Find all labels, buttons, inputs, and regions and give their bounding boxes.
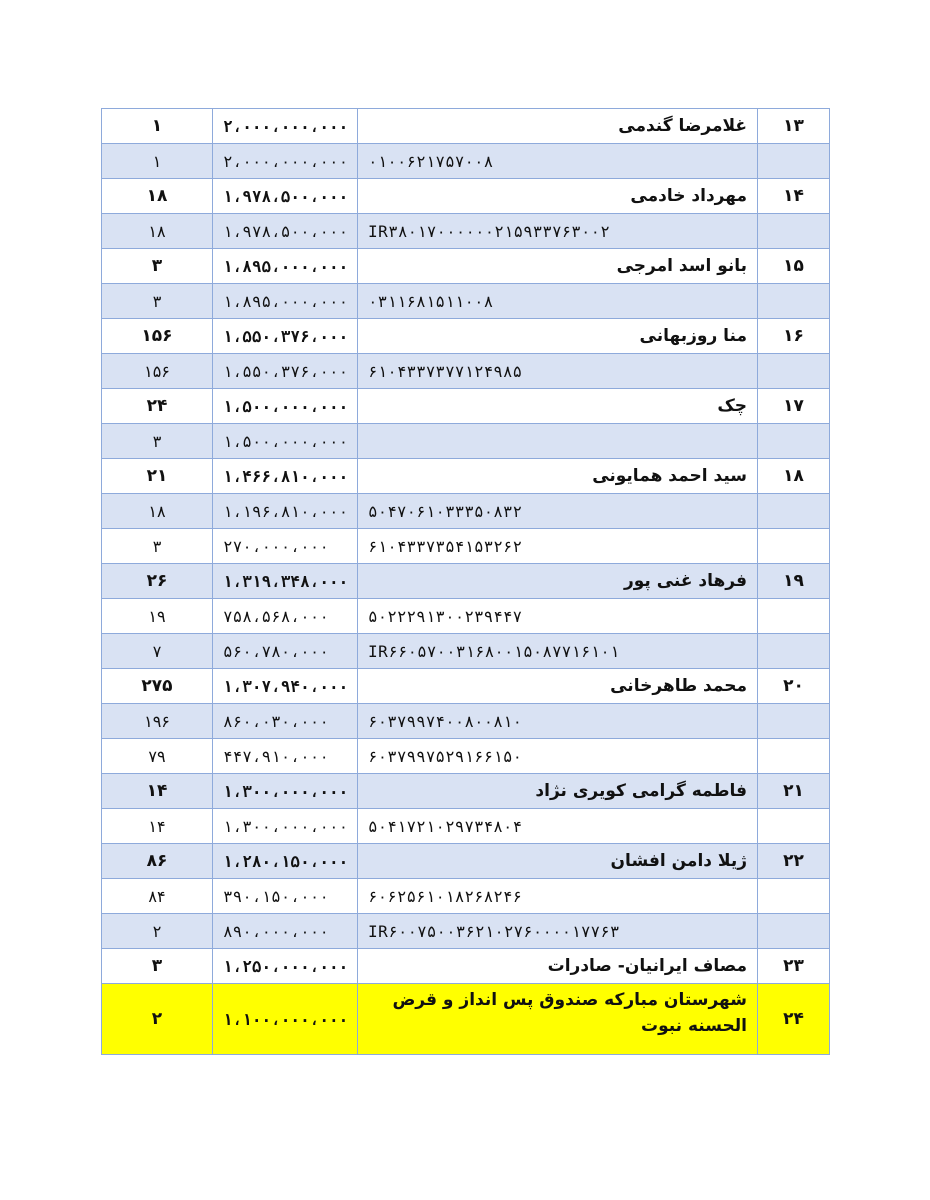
account-row	[102, 494, 830, 529]
row-number-empty	[758, 809, 830, 844]
record-row	[102, 179, 830, 214]
row-number-empty	[758, 879, 830, 914]
row-number: ۱۶	[758, 319, 830, 354]
account-row	[102, 144, 830, 179]
payee-name: چک	[358, 389, 758, 424]
record-row	[102, 319, 830, 354]
transaction-count: ۳	[102, 949, 213, 984]
account-row	[102, 809, 830, 844]
transaction-count: ۲۷۵	[102, 669, 213, 704]
account-row	[102, 284, 830, 319]
account-number: IR۶۶۰۵۷۰۰۳۱۶۸۰۰۱۵۰۸۷۷۱۶۱۰۱	[358, 634, 758, 669]
row-number-empty	[758, 354, 830, 389]
account-row	[102, 424, 830, 459]
row-number-empty	[758, 529, 830, 564]
account-row	[102, 879, 830, 914]
row-number-empty	[758, 739, 830, 774]
payee-name: غلامرضا گندمی	[358, 109, 758, 144]
amount: ۱،۵۰۰،۰۰۰،۰۰۰	[213, 424, 358, 459]
transaction-count: ۱۸	[102, 179, 213, 214]
amount: ۳۹۰،۱۵۰،۰۰۰	[213, 879, 358, 914]
account-number: ۵۰۲۲۲۹۱۳۰۰۲۳۹۴۴۷	[358, 599, 758, 634]
amount: ۸۶۰،۰۳۰،۰۰۰	[213, 704, 358, 739]
amount: ۱،۳۰۷،۹۴۰،۰۰۰	[213, 669, 358, 704]
payee-name: محمد طاهرخانی	[358, 669, 758, 704]
account-row	[102, 739, 830, 774]
row-number: ۲۲	[758, 844, 830, 879]
record-row	[102, 249, 830, 284]
amount: ۱،۳۰۰،۰۰۰،۰۰۰	[213, 774, 358, 809]
account-row	[102, 914, 830, 949]
transaction-count: ۱۹	[102, 599, 213, 634]
payments-table	[101, 108, 830, 1055]
transaction-count: ۳	[102, 424, 213, 459]
transaction-count: ۱	[102, 144, 213, 179]
amount: ۸۹۰،۰۰۰،۰۰۰	[213, 914, 358, 949]
account-number: ۶۱۰۴۳۳۷۳۷۷۱۲۴۹۸۵	[358, 354, 758, 389]
account-number: ۶۰۶۲۵۶۱۰۱۸۲۶۸۲۴۶	[358, 879, 758, 914]
account-row	[102, 704, 830, 739]
account-number: ۰۱۰۰۶۲۱۷۵۷۰۰۸	[358, 144, 758, 179]
amount: ۴۴۷،۹۱۰،۰۰۰	[213, 739, 358, 774]
transaction-count: ۳	[102, 284, 213, 319]
transaction-count: ۳	[102, 529, 213, 564]
account-number	[358, 424, 758, 459]
account-number: ۶۰۳۷۹۹۷۴۰۰۸۰۰۸۱۰	[358, 704, 758, 739]
row-number: ۲۴	[758, 984, 830, 1055]
row-number-empty	[758, 634, 830, 669]
account-row	[102, 599, 830, 634]
transaction-count: ۲۱	[102, 459, 213, 494]
transaction-count: ۱۸	[102, 494, 213, 529]
account-number: IR۳۸۰۱۷۰۰۰۰۰۰۲۱۵۹۳۳۷۶۳۰۰۲	[358, 214, 758, 249]
transaction-count: ۸۶	[102, 844, 213, 879]
transaction-count: ۲۴	[102, 389, 213, 424]
account-number: ۶۰۳۷۹۹۷۵۲۹۱۶۶۱۵۰	[358, 739, 758, 774]
record-row	[102, 844, 830, 879]
transaction-count: ۱۸	[102, 214, 213, 249]
account-number: ۵۰۴۷۰۶۱۰۳۳۳۵۰۸۳۲	[358, 494, 758, 529]
transaction-count: ۲	[102, 914, 213, 949]
account-row	[102, 529, 830, 564]
transaction-count: ۱۴	[102, 774, 213, 809]
row-number-empty	[758, 214, 830, 249]
amount: ۱،۸۹۵،۰۰۰،۰۰۰	[213, 249, 358, 284]
payee-name: منا روزبهانی	[358, 319, 758, 354]
amount: ۱،۲۵۰،۰۰۰،۰۰۰	[213, 949, 358, 984]
amount: ۱،۳۱۹،۳۴۸،۰۰۰	[213, 564, 358, 599]
account-row	[102, 634, 830, 669]
transaction-count: ۲	[102, 984, 213, 1055]
amount: ۱،۵۵۰،۳۷۶،۰۰۰	[213, 319, 358, 354]
payee-name: فرهاد غنی پور	[358, 564, 758, 599]
row-number-empty	[758, 144, 830, 179]
payee-name: بانو اسد امرجی	[358, 249, 758, 284]
amount: ۱،۴۶۶،۸۱۰،۰۰۰	[213, 459, 358, 494]
row-number: ۲۱	[758, 774, 830, 809]
row-number: ۱۵	[758, 249, 830, 284]
account-row	[102, 214, 830, 249]
payee-name: شهرستان مبارکه صندوق پس انداز و قرض الحسنه نبوت	[358, 984, 758, 1055]
payee-name: فاطمه گرامی کویری نژاد	[358, 774, 758, 809]
row-number-empty	[758, 704, 830, 739]
transaction-count: ۱۴	[102, 809, 213, 844]
transaction-count: ۱۹۶	[102, 704, 213, 739]
row-number: ۱۴	[758, 179, 830, 214]
row-number: ۱۷	[758, 389, 830, 424]
transaction-count: ۷	[102, 634, 213, 669]
payee-name: سید احمد همایونی	[358, 459, 758, 494]
amount: ۲۷۰،۰۰۰،۰۰۰	[213, 529, 358, 564]
account-number: IR۶۰۰۷۵۰۰۳۶۲۱۰۲۷۶۰۰۰۰۱۷۷۶۳	[358, 914, 758, 949]
row-number: ۱۳	[758, 109, 830, 144]
row-number-empty	[758, 284, 830, 319]
record-row	[102, 949, 830, 984]
amount: ۱،۳۰۰،۰۰۰،۰۰۰	[213, 809, 358, 844]
record-row	[102, 389, 830, 424]
account-number: ۵۰۴۱۷۲۱۰۲۹۷۳۴۸۰۴	[358, 809, 758, 844]
amount: ۱،۹۷۸،۵۰۰،۰۰۰	[213, 179, 358, 214]
amount: ۵۶۰،۷۸۰،۰۰۰	[213, 634, 358, 669]
row-number: ۲۳	[758, 949, 830, 984]
account-number: ۶۱۰۴۳۳۷۳۵۴۱۵۳۲۶۲	[358, 529, 758, 564]
amount: ۲،۰۰۰،۰۰۰،۰۰۰	[213, 144, 358, 179]
record-row	[102, 984, 830, 1055]
amount: ۱،۲۸۰،۱۵۰،۰۰۰	[213, 844, 358, 879]
transaction-count: ۳	[102, 249, 213, 284]
transaction-count: ۱	[102, 109, 213, 144]
record-row	[102, 774, 830, 809]
transaction-count: ۱۵۶	[102, 319, 213, 354]
payee-name: مصاف ایرانیان- صادرات	[358, 949, 758, 984]
record-row	[102, 109, 830, 144]
row-number-empty	[758, 914, 830, 949]
amount: ۱،۵۵۰،۳۷۶،۰۰۰	[213, 354, 358, 389]
row-number: ۲۰	[758, 669, 830, 704]
account-number: ۰۳۱۱۶۸۱۵۱۱۰۰۸	[358, 284, 758, 319]
record-row	[102, 459, 830, 494]
payee-name: مهرداد خادمی	[358, 179, 758, 214]
row-number: ۱۸	[758, 459, 830, 494]
transaction-count: ۸۴	[102, 879, 213, 914]
amount: ۲،۰۰۰،۰۰۰،۰۰۰	[213, 109, 358, 144]
payee-name: ژیلا دامن افشان	[358, 844, 758, 879]
transaction-count: ۲۶	[102, 564, 213, 599]
row-number: ۱۹	[758, 564, 830, 599]
row-number-empty	[758, 424, 830, 459]
row-number-empty	[758, 494, 830, 529]
amount: ۱،۹۷۸،۵۰۰،۰۰۰	[213, 214, 358, 249]
amount: ۱،۵۰۰،۰۰۰،۰۰۰	[213, 389, 358, 424]
amount: ۱،۸۹۵،۰۰۰،۰۰۰	[213, 284, 358, 319]
transaction-count: ۷۹	[102, 739, 213, 774]
transaction-count: ۱۵۶	[102, 354, 213, 389]
account-row	[102, 354, 830, 389]
row-number-empty	[758, 599, 830, 634]
amount: ۱،۱۰۰،۰۰۰،۰۰۰	[213, 984, 358, 1055]
payments-table-body	[102, 109, 830, 1055]
record-row	[102, 669, 830, 704]
amount: ۷۵۸،۵۶۸،۰۰۰	[213, 599, 358, 634]
record-row	[102, 564, 830, 599]
amount: ۱،۱۹۶،۸۱۰،۰۰۰	[213, 494, 358, 529]
